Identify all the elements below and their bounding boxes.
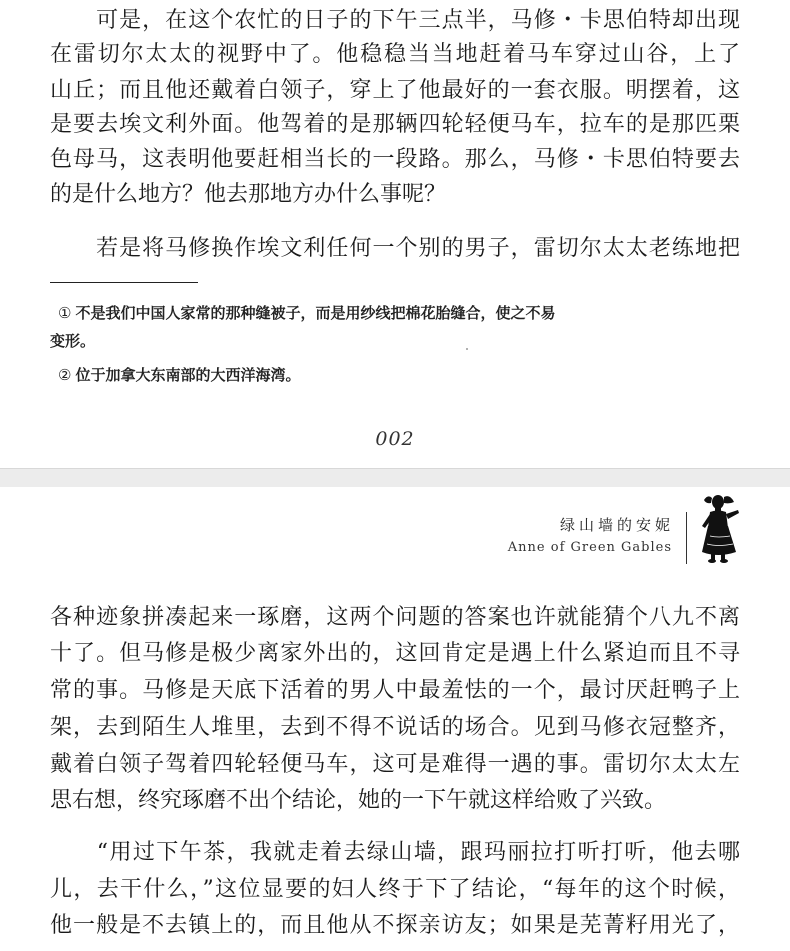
footnote-text: 变形。	[50, 332, 96, 350]
body-text-line: 架，去到陌生人堆里，去到不得不说话的场合。见到马修衣冠整齐，	[50, 715, 740, 740]
girl-silhouette-illustration	[694, 492, 750, 566]
header-divider	[686, 512, 687, 564]
top-page	[0, 0, 790, 468]
running-header-subtitle: Anne of Green Gables	[507, 540, 672, 555]
footnote-1-continued	[50, 330, 730, 352]
footnote-marker: ②	[58, 366, 72, 384]
body-text-line: 儿，去干什么，”这位显要的妇人终于下了结论，“每年的这个时候，	[50, 877, 740, 902]
body-text-line: 各种迹象拼凑起来一琢磨，这两个问题的答案也许就能猜个八九不离	[50, 605, 740, 630]
body-text-line: 十了。但马修是极少离家外出的，这回肯定是遇上什么紧迫而且不寻	[50, 641, 740, 666]
scan-speck	[466, 348, 468, 350]
running-header-title: 绿山墙的安妮	[559, 516, 674, 534]
page-separator	[0, 468, 790, 488]
footnote-text: 位于加拿大东南部的大西洋海湾。	[75, 366, 301, 384]
body-text-line: 戴着白领子驾着四轮轻便马车，这可是难得一遇的事。雷切尔太太左	[50, 752, 740, 777]
footnote-divider	[50, 282, 198, 283]
body-text-line: 他一般是不去镇上的，而且他从不探亲访友；如果是芜菁籽用光了，	[50, 913, 740, 938]
footnote-2	[58, 364, 738, 386]
page-number: 002	[375, 428, 415, 450]
body-text-line: 在雷切尔太太的视野中了。他稳稳当当地赶着马车穿过山谷，上了	[50, 42, 740, 67]
footnote-marker: ①	[58, 304, 72, 322]
body-text-line: 是要去埃文利外面。他驾着的是那辆四轮轻便马车，拉车的是那匹栗	[50, 112, 740, 137]
body-text-line: 思右想，终究琢磨不出个结论，她的一下午就这样给败了兴致。	[50, 788, 667, 813]
footnote-1	[58, 302, 738, 324]
body-text-line: 可是，在这个农忙的日子的下午三点半，马修・卡思伯特却出现	[50, 8, 740, 33]
body-text-line: 常的事。马修是天底下活着的男人中最羞怯的一个，最讨厌赶鸭子上	[50, 678, 740, 703]
footnote-text: 不是我们中国人家常的那种缝被子，而是用纱线把棉花胎缝合，使之不易	[75, 304, 556, 322]
body-text-line: “用过下午茶，我就走着去绿山墙，跟玛丽拉打听打听，他去哪	[50, 840, 740, 865]
body-text-line: 色母马，这表明他要赶相当长的一段路。那么，马修・卡思伯特要去	[50, 147, 740, 172]
body-text-line: 若是将马修换作埃文利任何一个别的男子，雷切尔太太老练地把	[50, 236, 740, 261]
body-text-line: 的是什么地方？他去那地方办什么事呢？	[50, 182, 447, 207]
body-text-line: 山丘；而且他还戴着白领子，穿上了他最好的一套衣服。明摆着，这	[50, 78, 740, 103]
